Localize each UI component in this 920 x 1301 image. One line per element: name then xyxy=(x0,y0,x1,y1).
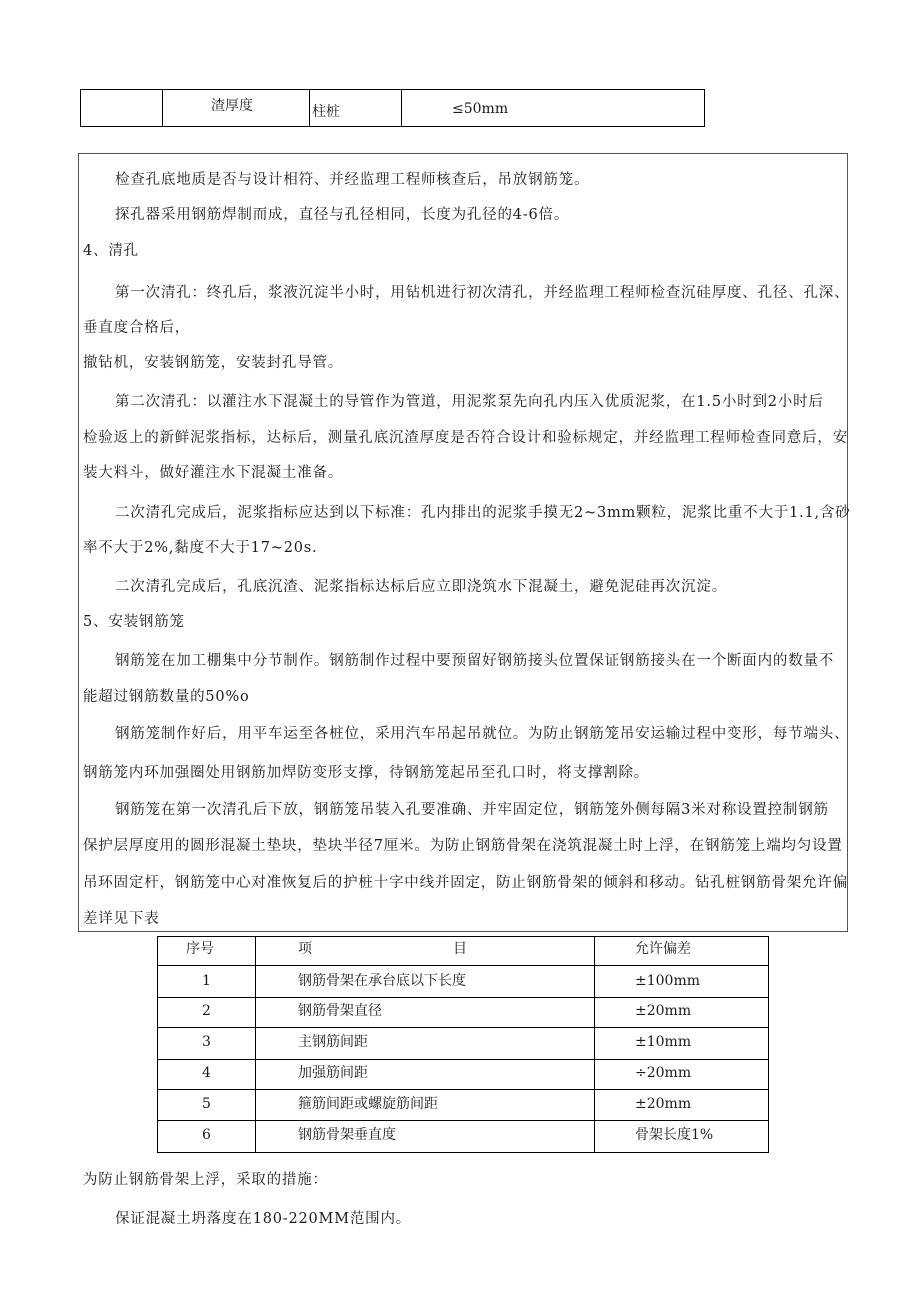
paragraph: 钢筋笼制作好后，用平车运至各桩位，采用汽车吊起吊就位。为防止钢筋笼吊安运输过程中变形，每节端头、 xyxy=(115,726,850,742)
paragraph: 二次清孔完成后，孔底沉渣、泥浆指标达标后应立即浇筑水下混凝土，避免泥硅再次沉淀。 xyxy=(115,579,727,595)
paragraph: 差详见下表 xyxy=(83,911,160,927)
table-cell-tolerance: ±100mm xyxy=(635,973,701,989)
table-cell-index: 6 xyxy=(202,1127,211,1143)
table-header-item: 目 xyxy=(453,941,467,957)
paragraph: 探孔器采用钢筋焊制而成，直径与孔径相同，长度为孔径的4-6倍。 xyxy=(115,207,570,223)
table-cell-item: 主钢筋间距 xyxy=(298,1034,368,1050)
table-header-tolerance: 允许偏差 xyxy=(635,941,691,957)
table-row-divider xyxy=(158,965,768,966)
table-cell-tolerance: ±10mm xyxy=(635,1034,692,1050)
paragraph: 保证混凝土坍落度在180-220MM范围内。 xyxy=(115,1211,412,1227)
table-cell-tolerance: 骨架长度1% xyxy=(635,1127,714,1143)
table-header-item: 项 xyxy=(298,941,312,957)
table-cell-item: 钢筋骨架直径 xyxy=(298,1003,382,1019)
paragraph: 保护层厚度用的圆形混凝土垫块，垫块半径7厘米。为防止钢筋骨架在浇筑混凝土时上浮，在钢筋笼上端均匀设置 xyxy=(83,838,843,854)
paragraph: 检验返上的新鲜泥浆指标，达标后，测量孔底沉渣厚度是否符合设计和验标规定，并经监理工程师检查同意后，安 xyxy=(83,430,848,446)
table-row-divider xyxy=(158,1059,768,1060)
table-row-divider xyxy=(158,1089,768,1090)
section-heading-cage: 5、安装钢筋笼 xyxy=(83,614,185,630)
paragraph: 检查孔底地质是否与设计相符、并经监理工程师核查后，吊放钢筋笼。 xyxy=(115,172,590,188)
table-cell-item: 加强筋间距 xyxy=(298,1065,368,1081)
table-cell-index: 3 xyxy=(202,1034,211,1050)
table-row-divider xyxy=(158,1027,768,1028)
paragraph: 能超过钢筋数量的50%o xyxy=(83,689,250,705)
paragraph: 钢筋笼内环加强圈处用钢筋加焊防变形支撑，待钢筋笼起吊至孔口时，将支撑割除。 xyxy=(83,765,650,781)
table-cell-index: 4 xyxy=(202,1065,211,1081)
section-heading-cleaning: 4、清孔 xyxy=(83,243,139,259)
tolerance-table xyxy=(157,936,769,1153)
paragraph: 第一次清孔：终孔后，浆液沉淀半小时，用钻机进行初次清孔，并经监理工程师检查沉硅厚度、孔径、孔深、 xyxy=(115,285,850,301)
paragraph: 第二次清孔：以灌注水下混凝土的导管作为管道，用泥浆泵先向孔内压入优质泥浆，在1.5小时到2小时后 xyxy=(115,394,824,410)
top-table-row xyxy=(80,89,705,127)
top-table-divider xyxy=(401,90,402,126)
paragraph: 撤钻机，安装钢筋笼，安装封孔导管。 xyxy=(83,355,344,371)
paragraph: 垂直度合格后， xyxy=(83,320,191,336)
table-header-index: 序号 xyxy=(186,941,214,957)
paragraph: 率不大于2%,黏度不大于17~20s. xyxy=(83,540,318,556)
table-cell-item: 箍筋间距或螺旋筋间距 xyxy=(298,1096,438,1112)
table-cell-tolerance: ±20mm xyxy=(635,1096,692,1112)
paragraph: 二次清孔完成后，泥浆指标应达到以下标准：孔内排出的泥浆手摸无2~3mm颗粒，泥浆比重不大于1.1,含砂 xyxy=(115,505,851,521)
pile-type-label: 柱桩 xyxy=(312,104,340,120)
table-cell-index: 1 xyxy=(202,973,211,989)
paragraph: 钢筋笼在第一次清孔后下放，钢筋笼吊装入孔要准确、并牢固定位，钢筋笼外侧每隔3米对称设置控制钢筋 xyxy=(115,802,829,818)
paragraph: 吊环固定杆，钢筋笼中心对准恢复后的护桩十字中线并固定，防止钢筋骨架的倾斜和移动。钻孔桩钢筋骨架允许偏 xyxy=(83,875,848,891)
slag-thickness-label: 渣厚度 xyxy=(211,98,253,114)
paragraph: 装大料斗，做好灌注水下混凝土准备。 xyxy=(83,465,344,481)
table-cell-tolerance: ±20mm xyxy=(635,1003,692,1019)
table-row-divider xyxy=(158,1120,768,1121)
paragraph: 钢筋笼在加工棚集中分节制作。钢筋制作过程中要预留好钢筋接头位置保证钢筋接头在一个断面内的数量不 xyxy=(115,653,835,669)
table-row-divider xyxy=(158,997,768,998)
table-cell-index: 2 xyxy=(202,1003,211,1019)
table-cell-item: 钢筋骨架垂直度 xyxy=(298,1127,396,1143)
top-table-divider xyxy=(309,90,310,126)
table-cell-tolerance: ÷20mm xyxy=(635,1065,692,1081)
top-table-divider xyxy=(162,90,163,126)
slag-thickness-value: ≤50mm xyxy=(452,101,509,117)
table-cell-index: 5 xyxy=(202,1096,211,1112)
paragraph: 为防止钢筋骨架上浮，采取的措施： xyxy=(83,1172,328,1188)
table-cell-item: 钢筋骨架在承台底以下长度 xyxy=(298,973,466,989)
